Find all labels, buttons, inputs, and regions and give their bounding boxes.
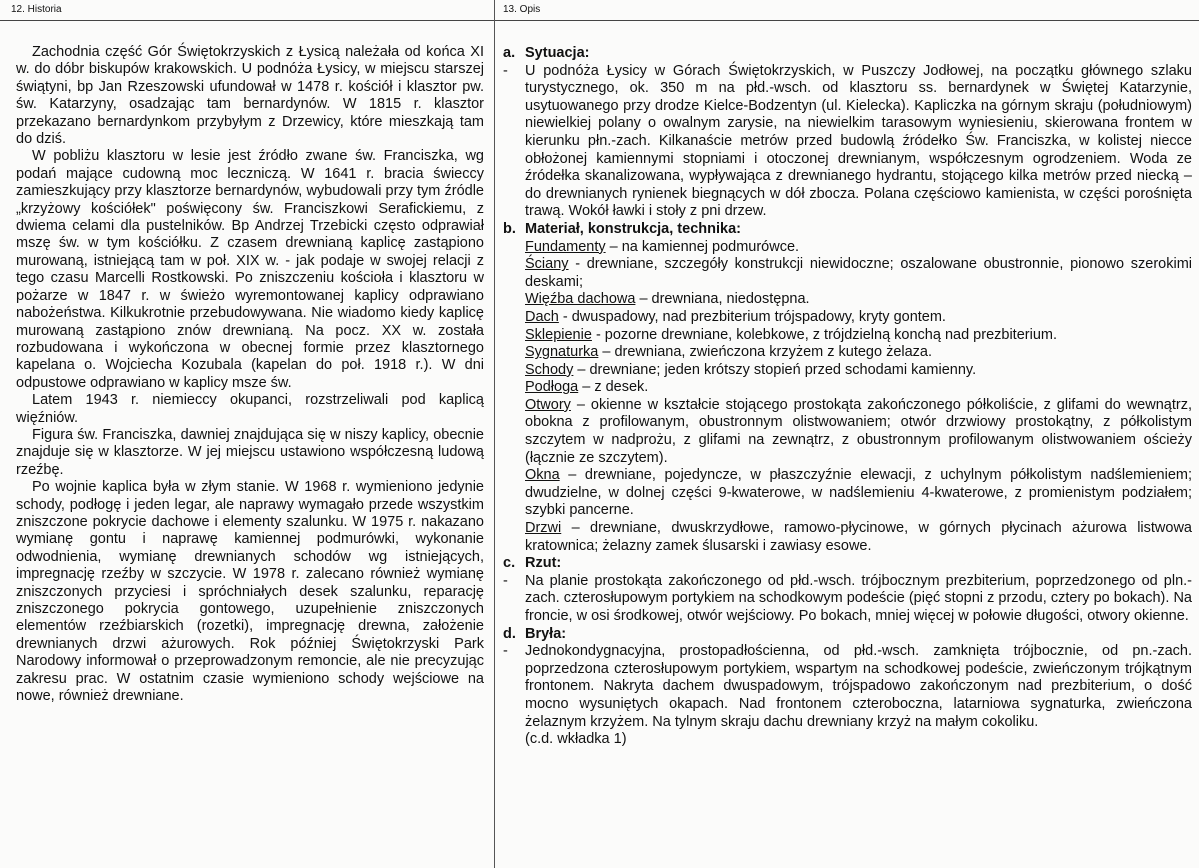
continuation-note: (c.d. wkładka 1) [525,731,627,748]
history-paragraph: Zachodnia część Gór Świętokrzyskich z Łysicą należała od końca XI w. do dóbr biskupów krakowskich. U podnóża Łysicy, w miejscu starszej świątyni, bp Jan Rzeszowski ufundował w 1478 r. kościół i klasztor pw. św. Katarzyny, osadzając tam bernardynów. W 1815 r. klasztor przekazano bernardynkom przybyłym z Drzewicy, które mieszkają tam do dziś. [16,44,484,148]
material-text: – drewniana, zwieńczona krzyżem z kutego żelaza. [598,344,933,361]
material-term: Otwory [525,396,571,413]
material-term: Sygnaturka [525,344,599,361]
material-text: – z desek. [578,379,649,396]
material-text: - dwuspadowy, nad prezbiterium trójspadowy, kryty gontem. [558,308,946,325]
description-column [494,0,1199,868]
section-text: Na planie prostokąta zakończonego od płd.-wsch. trójbocznym prezbiterium, poprzedzonego od pln.-zach. czterosłupowym portykiem na schodkowym podeście (pięć stopni z przodu, cztery po bokach). Na froncie, w osi środkowej, otwór wejściowy. Po bokach, mniej więcej w połowie długości, otwory okienne. [525,572,1192,624]
material-term: Więźba dachowa [525,291,636,308]
history-paragraph: Po wojnie kaplica była w złym stanie. W 1968 r. wymieniono jedynie schody, podłogę i jeden legar, ale naprawy wymagało przede wszystkim zniszczone pokrycie dachowe i elementy szalunku. W 1975 r. nakazano wymianę gontu i naprawę kamiennej podmurówki, wykonanie odwodnienia, wymianę drewnianych schodów wg istniejących, impregnację rzeźby w szczycie. W 1978 r. zalecano również wymianę zniszczonych przyciesi i spróchniałych desek szalunku, reparację zniszczonego pokrycia gontowego, uzupełnienie zniszczonych elementów rzeźbiarskich (rozetki), impregnację drewna, założenie drewnianych drzwi ażurowych. Rok później Świętokrzyski Park Narodowy informował o przeprowadzonym remoncie, ale nie precyzując zakresu prac. W ostatnim czasie wymieniono schody wejściowe na nowe, również drewniane. [16,479,484,705]
material-term: Drzwi [525,520,562,537]
description-body [503,45,1192,749]
section-text: U podnóża Łysicy w Górach Świętokrzyskich, w Puszczy Jodłowej, na początku głównego szlaku turystycznego, ok. 350 m na płd.-wsch. od klasztoru ss. bernardynek w Świętej Katarzynie, usytuowanego przy drodze Kielce-Bodzentyn (ul. Kielecka). Kapliczka na górnym skraju (południowym) niewielkiej polany o owalnym zarysie, na niewielkim tarasowym wyniesieniu, skierowana frontem w kierunku płn.-zach. Kilkanaście metrów przed budowlą źródełko Św. Franciszka, w kolistej niecce obłożonej kamiennymi stopniami i otoczonej drewnianym, współczesnym ogrodzeniem. Woda ze źródełka skanalizowana, wypływająca z drewnianego hydrantu, stojącego kilka metrów przed niecką – do drewnianych rynienek biegnących w dół zbocza. Polana częściowo kamienista, w części porośnięta trawą. Wokół ławki i stoły z pni drzew. [525,62,1192,220]
material-term: Okna [525,467,560,484]
section-c-heading [503,555,1192,573]
section-title: Sytuacja: [525,45,590,61]
section-letter: a. [503,45,516,61]
section-letter: c. [503,555,516,572]
material-text: – na kamiennej podmurówce. [605,238,800,255]
history-paragraph: Figura św. Franciszka, dawniej znajdująca się w niszy kaplicy, obecnie znajduje się w klasztorze. W jej miejscu ustawiono współczesną ludową rzeźbę. [16,426,484,478]
section-d-content [503,643,1192,731]
history-column [0,0,494,868]
material-term: Podłoga [525,379,579,396]
material-text: – drewniana, niedostępna. [635,291,810,308]
history-body [16,44,484,705]
material-term: Fundamenty [525,238,606,255]
material-term: Ściany [525,256,569,273]
history-paragraph: W pobliżu klasztoru w lesie jest źródło zwane św. Franciszka, wg podań mające cudowną moc leczniczą. W 1641 r. bracia świeccy zamieszkujący przy klasztorze bernardynów, wybudowali przy tym źródle „krzyżowy kościółek" poświęcony św. Franciszkowi Serafickiemu, z dwiema celami dla pustelników. Bp Andrzej Trzebicki często odprawiał mszę św. w tym kościółku. Z czasem drewnianą kaplicę zastąpiono murowaną, istniejącą tam w poł. XIX w. - jak podaje w swojej relacji z tego czasu Marcelli Rostkowski. Po zniszczeniu kościoła i klasztoru w pożarze w 1847 r. w świeżo wyremontowanej kaplicy odprawiano nabożeństwa. Kilkukrotnie przebudowywana. Nie wiadomo kiedy kaplicę murowaną zastąpiono znów drewnianą. Na pocz. XX w. została rozbudowana i wykończona w obecnej formie przez klasztornego kapelana o. Wojciecha Kozubala (kapelan do poł. 1918 r.). W dni odpustowe odprawiano w kaplicy msze św. [16,148,484,391]
history-header [0,0,494,21]
material-item [525,291,1192,309]
dash-marker: - [503,572,508,589]
history-header-label: 12. Historia [11,4,62,15]
description-header-label: 13. Opis [503,4,541,15]
material-item [525,309,1192,327]
section-title: Materiał, konstrukcja, technika: [525,220,741,237]
section-a-heading [503,45,1192,63]
material-item [525,344,1192,362]
description-header [495,0,1199,21]
section-title: Bryła: [525,625,567,642]
dash-marker: - [503,643,508,660]
section-b-heading [503,221,1192,239]
dash-marker: - [503,62,508,79]
material-term: Schody [525,361,574,378]
material-item [525,379,1192,397]
material-text: – drewniane, pojedyncze, w płaszczyźnie elewacji, z uchylnym półkolistym nadślemieniem; dwudzielne, w dolnej części 9-kwaterowe, w nadślemieniu 4-kwaterowe, z promienistym podziałem; szybki pancerne. [525,467,1192,519]
material-text: - pozorne drewniane, kolebkowe, z trójdzielną konchą nad prezbiterium. [591,326,1057,343]
material-item [525,467,1192,520]
material-item [525,327,1192,345]
material-text: – okienne w kształcie stojącego prostokąta zakończonego półkoliście, z glifami do wewnątrz, obokna z profilowanym, obustronnym olistwowaniem; otwór drzwiowy prostokątny, z półkolistym szczytem w nadprożu, z glifami na zewnątrz, z obustronnym profilowanym olistwowaniem ościeży (łącznie ze szczytem). [525,396,1192,466]
section-a-content [503,63,1192,221]
material-text: – drewniane, dwuskrzydłowe, ramowo-płycinowe, w górnych płycinach ażurowa listwowa kratownica; żelazny zamek ślusarski i zawiasy esowe. [525,520,1192,554]
material-item [525,239,1192,257]
material-item [525,520,1192,555]
section-text: Jednokondygnacyjna, prostopadłościenna, od płd.-wsch. zamknięta trójbocznie, od pn.-zach. poprzedzona czterosłupowym portykiem, wspartym na schodkowej podeście, zwieńczonym trójkątnym frontonem. Nakryta dachem dwuspadowym, trójspadowo zakończonym nad prezbiterium, o dość mocno wysuniętych okapach. Nad frontonem czteroboczna, latarniowa sygnaturka, zwieńczona żelaznym krzyżem. Na tylnym skraju dachu drewniany krzyż na małym cokoliku. [525,643,1192,730]
material-text: – drewniane; jeden krótszy stopień przed schodami kamienny. [573,361,977,378]
material-term: Dach [525,308,559,325]
material-item [525,397,1192,467]
section-c-content [503,573,1192,626]
section-letter: b. [503,220,516,237]
section-letter: d. [503,625,516,642]
history-paragraph: Latem 1943 r. niemieccy okupanci, rozstrzeliwali pod kaplicą więźniów. [16,392,484,426]
material-item [525,362,1192,380]
section-title: Rzut: [525,555,562,572]
material-item [525,256,1192,291]
material-term: Sklepienie [525,326,592,343]
material-text: - drewniane, szczegóły konstrukcji niewidoczne; oszalowane obustronnie, pionowo szerokimi deskami; [525,256,1192,290]
section-d-heading [503,626,1192,644]
